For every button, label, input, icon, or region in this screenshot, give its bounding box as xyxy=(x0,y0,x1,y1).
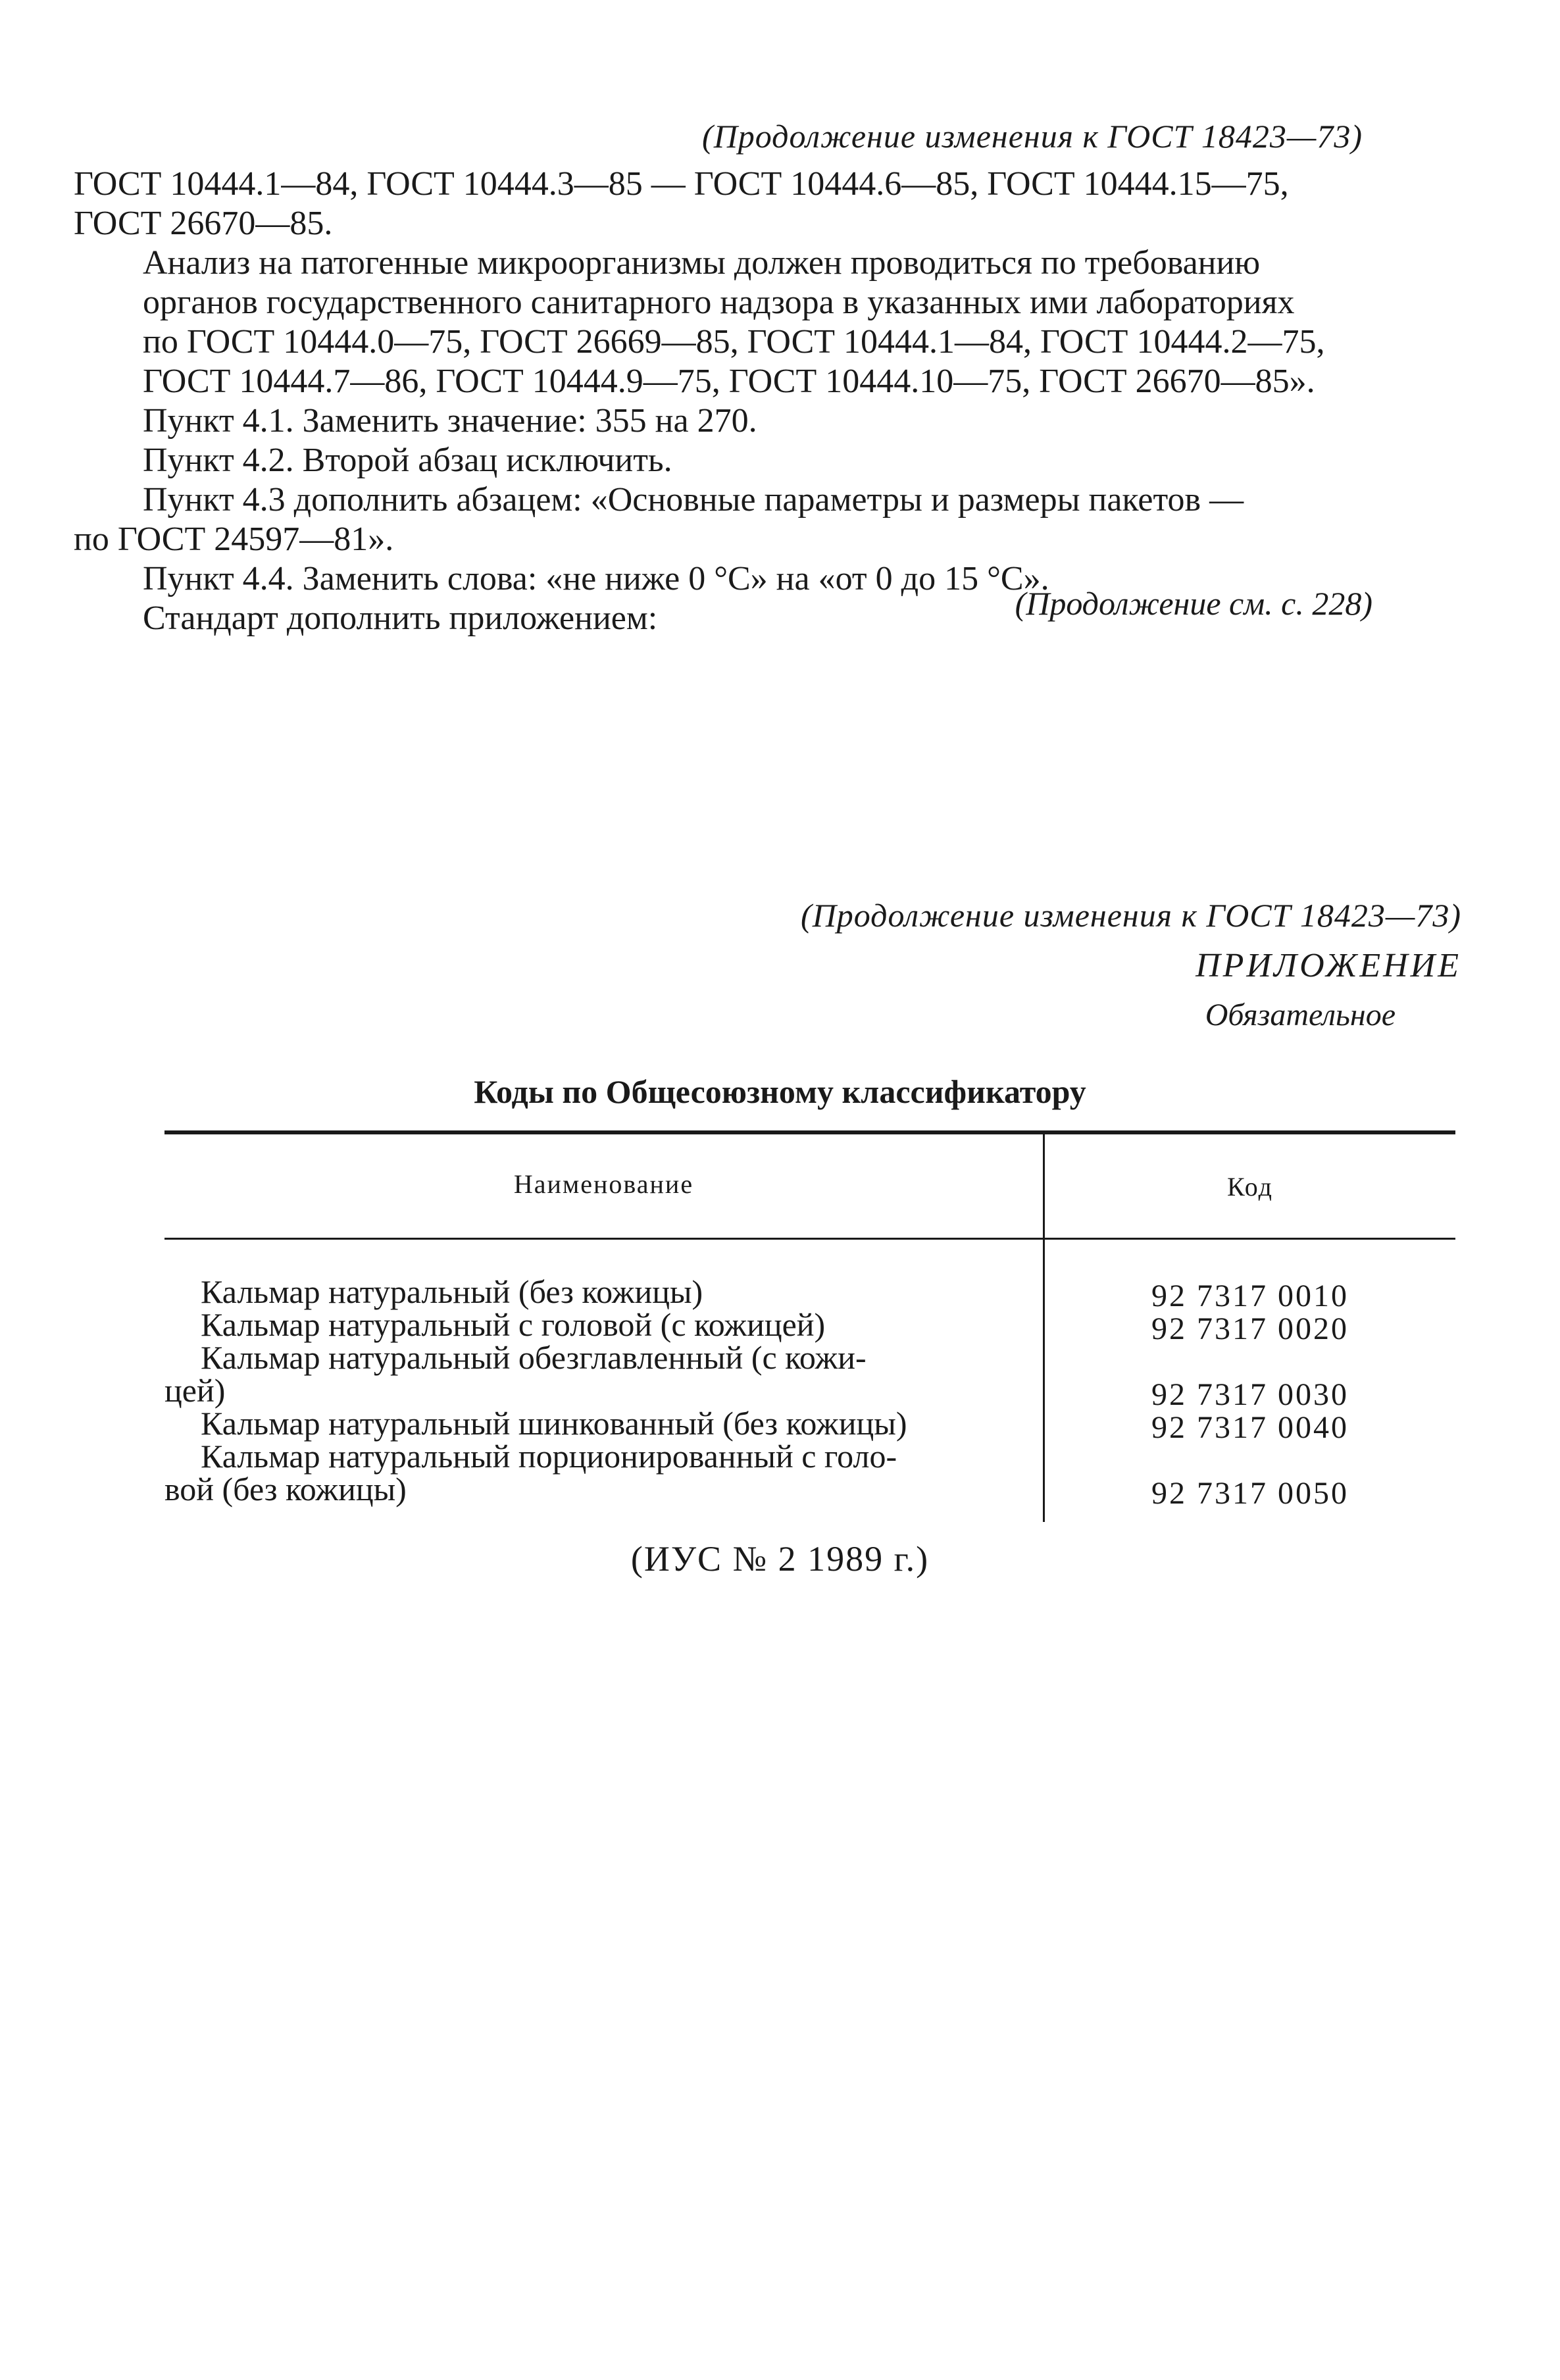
table-row-code: 92 7317 0030 xyxy=(1151,1377,1349,1412)
amendment-text xyxy=(74,165,1363,638)
text-line: Пункт 4.3 дополнить абзацем: «Основные параметры и размеры пакетов — xyxy=(143,481,1244,519)
continuation-header: (Продолжение изменения к ГОСТ 18423—73) xyxy=(702,118,1363,155)
row-name-line: Кальмар натуральный (без кожицы) xyxy=(201,1273,703,1310)
table-row-name xyxy=(201,1308,1023,1341)
table-row-code: 92 7317 0040 xyxy=(1151,1410,1349,1445)
text-line: органов государственного санитарного надзора в указанных ими лабораториях xyxy=(143,284,1295,321)
appendix-continuation-header: (Продолжение изменения к ГОСТ 18423—73) xyxy=(801,897,1461,934)
column-header-code: Код xyxy=(1227,1172,1273,1202)
paragraph-item-4-2 xyxy=(74,441,1363,480)
table-row-code: 92 7317 0050 xyxy=(1151,1476,1349,1511)
table-row-code: 92 7317 0010 xyxy=(1151,1279,1349,1313)
row-name-line: вой (без кожицы) xyxy=(164,1471,407,1507)
table-row-name xyxy=(201,1275,1023,1308)
row-name-line: цей) xyxy=(164,1372,226,1409)
text-line: Пункт 4.4. Заменить слова: «не ниже 0 °С» на «от 0 до 15 °С». xyxy=(143,560,1049,597)
paragraph-item-4-1 xyxy=(74,401,1363,441)
text-line: по ГОСТ 24597—81». xyxy=(74,520,394,558)
table-header-rule xyxy=(164,1238,1455,1240)
footer-source: (ИУС № 2 1989 г.) xyxy=(630,1539,930,1579)
row-name-line: Кальмар натуральный обезглавленный (с кожи- xyxy=(201,1339,867,1376)
appendix-title: ПРИЛОЖЕНИЕ xyxy=(1195,947,1461,984)
table-row-code: 92 7317 0020 xyxy=(1151,1311,1349,1346)
text-line: по ГОСТ 10444.0—75, ГОСТ 26669—85, ГОСТ 10444.1—84, ГОСТ 10444.2—75, xyxy=(143,323,1325,361)
table-row-name xyxy=(201,1407,1023,1440)
paragraph-item-4-3 xyxy=(74,480,1363,559)
row-name-line: Кальмар натуральный шинкованный (без кожицы) xyxy=(201,1405,907,1442)
text-line: ГОСТ 26670—85. xyxy=(74,205,333,242)
column-header-name: Наименование xyxy=(513,1169,694,1199)
table-top-rule xyxy=(164,1130,1455,1134)
text-line: ГОСТ 10444.7—86, ГОСТ 10444.9—75, ГОСТ 10444.10—75, ГОСТ 26670—85». xyxy=(143,363,1315,400)
classifier-table xyxy=(164,1130,1455,1525)
paragraph-gost-list xyxy=(74,165,1363,243)
text-line: ГОСТ 10444.1—84, ГОСТ 10444.3—85 — ГОСТ 10444.6—85, ГОСТ 10444.15—75, xyxy=(74,165,1289,203)
appendix-subtitle: Обязательное xyxy=(1205,998,1396,1032)
text-line: Анализ на патогенные микроорганизмы должен проводиться по требованию xyxy=(143,244,1261,282)
row-name-line: Кальмар натуральный с головой (с кожицей) xyxy=(201,1306,826,1343)
table-row-name xyxy=(164,1438,1023,1507)
text-line: Пункт 4.1. Заменить значение: 355 на 270. xyxy=(143,402,757,440)
continuation-ref: (Продолжение см. с. 228) xyxy=(1015,585,1372,622)
row-name-line: Кальмар натуральный порционированный с голо- xyxy=(201,1438,897,1475)
text-line: Пункт 4.2. Второй абзац исключить. xyxy=(143,442,672,479)
text-line: Стандарт дополнить приложением: xyxy=(143,599,658,637)
table-title: Коды по Общесоюзному классификатору xyxy=(474,1073,1086,1110)
paragraph-analysis xyxy=(74,243,1363,401)
table-row-name xyxy=(164,1339,1023,1409)
